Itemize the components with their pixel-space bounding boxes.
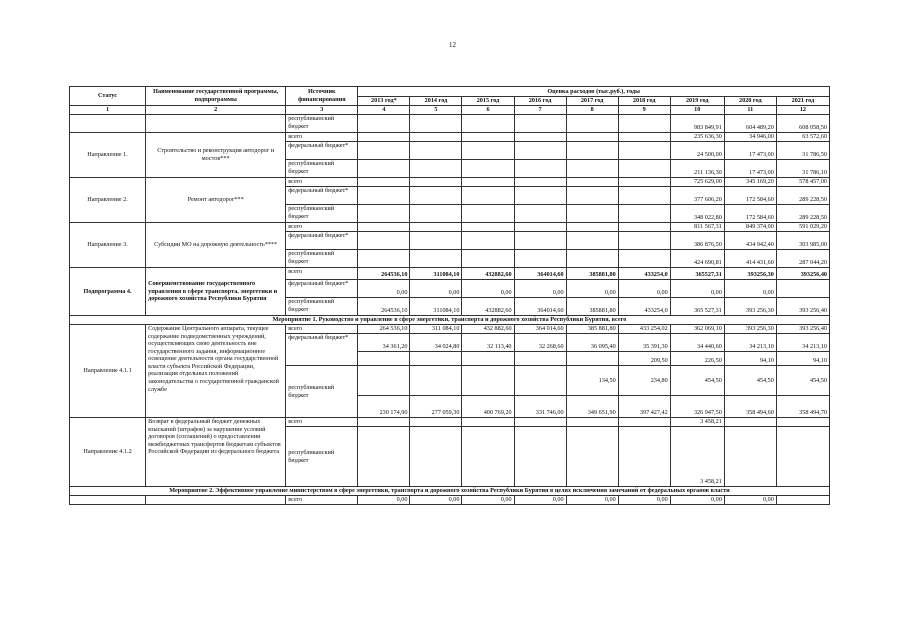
value-cell: 364 014,60 bbox=[514, 325, 566, 334]
value-cell: 3 458,21 bbox=[670, 427, 724, 487]
source-cell: федеральный бюджет* bbox=[286, 232, 358, 250]
header-year: 2017 год bbox=[566, 97, 618, 106]
value-cell: 0,00 bbox=[514, 496, 566, 505]
value-cell: 358 494,60 bbox=[724, 396, 776, 418]
value-cell: 362 069,10 bbox=[670, 325, 724, 334]
col-number: 7 bbox=[514, 106, 566, 115]
value-cell: 0,00 bbox=[410, 496, 462, 505]
source-cell: федеральный бюджет* bbox=[286, 280, 358, 298]
col-number: 6 bbox=[462, 106, 514, 115]
row-name: Совершенствование государственного управления в сфере транспорта, энергетики и дорожного хозяйства Республики Бурятия bbox=[146, 268, 286, 316]
header-estimate: Оценка расходов (тыс.руб.), годы bbox=[358, 87, 830, 97]
row-name: Содержание Центрального аппарата, текущее содержание подведомственных учреждений, осуществляющих свою деятельность вне государственного задания, информационное освещение деятельности органа государственной власти субъекта Российской Федерации, реализация отдельных положений законодательства о государственной гражданской службе bbox=[146, 325, 286, 418]
event-heading: Мероприятие 1. Руководство и управление в сфере энергетики, транспорта и дорожного хозяйства Республики Бурятия, всего bbox=[70, 316, 830, 325]
row-status: Направление 3. bbox=[70, 223, 146, 268]
header-year: 2021 год bbox=[776, 97, 829, 106]
header-name: Наименование государственной программы, подпрограммы bbox=[146, 87, 286, 106]
value-cell: 226,50 bbox=[670, 352, 724, 366]
source-cell: республиканский бюджет bbox=[286, 298, 358, 316]
value-cell: 0,00 bbox=[670, 496, 724, 505]
value-cell: 604 489,20 bbox=[724, 115, 776, 133]
value-cell: 63 572,60 bbox=[776, 133, 829, 142]
value-cell: 24 500,00 bbox=[670, 142, 724, 160]
col-number: 5 bbox=[410, 106, 462, 115]
source-cell: всего bbox=[286, 178, 358, 187]
value-cell: 331 746,00 bbox=[514, 396, 566, 418]
value-cell: 393 256,30 bbox=[724, 298, 776, 316]
value-cell: 385881,80 bbox=[566, 268, 618, 280]
value-cell: 277 059,30 bbox=[410, 396, 462, 418]
value-cell: 230 174,90 bbox=[358, 396, 410, 418]
value-cell: 34 946,00 bbox=[724, 133, 776, 142]
value-cell: 311 084,10 bbox=[410, 325, 462, 334]
value-cell: 591 029,20 bbox=[776, 223, 829, 232]
value-cell: 35 391,30 bbox=[618, 334, 670, 352]
value-cell: 433254,0 bbox=[618, 268, 670, 280]
value-cell: 311084,10 bbox=[410, 298, 462, 316]
source-cell: республиканский бюджет bbox=[286, 205, 358, 223]
value-cell: 17 473,00 bbox=[724, 142, 776, 160]
value-cell: 0,00 bbox=[670, 280, 724, 298]
value-cell: 349 651,90 bbox=[566, 396, 618, 418]
value-cell: 289 228,50 bbox=[776, 205, 829, 223]
row-name: Строительство и реконструкция автодорог и мостов*** bbox=[146, 133, 286, 178]
source-cell: республиканский бюджет bbox=[286, 160, 358, 178]
value-cell: 287 044,20 bbox=[776, 250, 829, 268]
value-cell: 264536,10 bbox=[358, 298, 410, 316]
value-cell: 0,00 bbox=[410, 280, 462, 298]
value-cell: 34 361,20 bbox=[358, 334, 410, 352]
source-cell: всего bbox=[286, 418, 358, 427]
header-year: 2020 год bbox=[724, 97, 776, 106]
event-heading: Мероприятие 2. Эффективное управление министерством в сфере энергетики, транспорта и дорожного хозяйства Республики Бурятия в целях исключения замечаний от федеральных органов власти bbox=[70, 487, 830, 496]
value-cell: 393 256,40 bbox=[776, 298, 829, 316]
header-year: 2019 год bbox=[670, 97, 724, 106]
value-cell: 433254,0 bbox=[618, 298, 670, 316]
col-number: 8 bbox=[566, 106, 618, 115]
value-cell: 400 769,20 bbox=[462, 396, 514, 418]
value-cell: 345 169,20 bbox=[724, 178, 776, 187]
value-cell: 454,50 bbox=[776, 366, 829, 396]
value-cell: 377 606,20 bbox=[670, 187, 724, 205]
value-cell: 364014,60 bbox=[514, 298, 566, 316]
value-cell: 432882,60 bbox=[462, 268, 514, 280]
source-cell: республиканский бюджет bbox=[286, 366, 358, 418]
header-year: 2016 год bbox=[514, 97, 566, 106]
row-status: Подпрограмма 4. bbox=[70, 268, 146, 316]
col-number: 10 bbox=[670, 106, 724, 115]
value-cell: 358 494,70 bbox=[776, 396, 829, 418]
value-cell: 433 254,02 bbox=[618, 325, 670, 334]
value-cell: 32 113,40 bbox=[462, 334, 514, 352]
value-cell: 0,00 bbox=[618, 280, 670, 298]
source-cell: всего bbox=[286, 325, 358, 334]
row-status: Направление 1. bbox=[70, 133, 146, 178]
value-cell: 397 427,42 bbox=[618, 396, 670, 418]
value-cell: 0,00 bbox=[724, 280, 776, 298]
row-name: Ремонт автодорог*** bbox=[146, 178, 286, 223]
value-cell: 36 095,40 bbox=[566, 334, 618, 352]
value-cell: 172 584,60 bbox=[724, 187, 776, 205]
col-number: 11 bbox=[724, 106, 776, 115]
header-year: 2013 год* bbox=[358, 97, 410, 106]
value-cell: 0,00 bbox=[724, 496, 776, 505]
value-cell: 303 985,00 bbox=[776, 232, 829, 250]
col-number: 3 bbox=[286, 106, 358, 115]
value-cell: 578 457,00 bbox=[776, 178, 829, 187]
value-cell: 17 473,00 bbox=[724, 160, 776, 178]
value-cell: 172 584,60 bbox=[724, 205, 776, 223]
value-cell: 725 629,00 bbox=[670, 178, 724, 187]
value-cell: 365 527,31 bbox=[670, 298, 724, 316]
value-cell: 211 136,30 bbox=[670, 160, 724, 178]
value-cell: 434 942,40 bbox=[724, 232, 776, 250]
value-cell: 0,00 bbox=[514, 280, 566, 298]
value-cell: 0,00 bbox=[358, 280, 410, 298]
source-cell: республиканский бюджет bbox=[286, 250, 358, 268]
source-cell: федеральный бюджет* bbox=[286, 187, 358, 205]
col-number: 2 bbox=[146, 106, 286, 115]
value-cell: 264 536,10 bbox=[358, 325, 410, 334]
value-cell: 32 268,60 bbox=[514, 334, 566, 352]
value-cell: 34 024,80 bbox=[410, 334, 462, 352]
row-name: Субсидии МО на дорожную деятельность**** bbox=[146, 223, 286, 268]
source-cell: всего bbox=[286, 133, 358, 142]
value-cell: 94,10 bbox=[776, 352, 829, 366]
value-cell: 983 849,91 bbox=[670, 115, 724, 133]
value-cell: 849 374,00 bbox=[724, 223, 776, 232]
source-cell: всего bbox=[286, 268, 358, 280]
row-status: Направление 2. bbox=[70, 178, 146, 223]
value-cell: 454,50 bbox=[724, 366, 776, 396]
value-cell: 811 567,31 bbox=[670, 223, 724, 232]
source-cell: всего bbox=[286, 223, 358, 232]
value-cell: 414 431,60 bbox=[724, 250, 776, 268]
value-cell: 34 440,60 bbox=[670, 334, 724, 352]
col-number: 9 bbox=[618, 106, 670, 115]
header-source: Источник финансирования bbox=[286, 87, 358, 106]
source-cell: республиканский бюджет bbox=[286, 115, 358, 133]
value-cell: 424 690,81 bbox=[670, 250, 724, 268]
value-cell: 3 458,21 bbox=[670, 418, 724, 427]
value-cell: 0,00 bbox=[566, 496, 618, 505]
value-cell: 31 786,10 bbox=[776, 160, 829, 178]
value-cell: 326 947,50 bbox=[670, 396, 724, 418]
col-number: 4 bbox=[358, 106, 410, 115]
value-cell: 348 022,80 bbox=[670, 205, 724, 223]
value-cell: 311084,10 bbox=[410, 268, 462, 280]
row-status: Направление 4.1.2 bbox=[70, 418, 146, 487]
value-cell: 0,00 bbox=[462, 280, 514, 298]
value-cell: 34 213,10 bbox=[776, 334, 829, 352]
budget-table bbox=[69, 86, 830, 505]
value-cell: 264536,10 bbox=[358, 268, 410, 280]
value-cell: 235 636,30 bbox=[670, 133, 724, 142]
value-cell: 234,80 bbox=[618, 366, 670, 396]
source-cell: федеральный бюджет* bbox=[286, 334, 358, 366]
value-cell: 0,00 bbox=[462, 496, 514, 505]
value-cell: 393 256,40 bbox=[776, 325, 829, 334]
value-cell: 0,00 bbox=[358, 496, 410, 505]
value-cell: 385881,80 bbox=[566, 298, 618, 316]
value-cell: 393 256,30 bbox=[724, 325, 776, 334]
row-name: Возврат в федеральный бюджет денежных взысканий (штрафов) за нарушение условий договоров (соглашений) о предоставлении межбюджетных трансфертов бюджетам субъектов Российской Федерации из федерального бюджета bbox=[146, 418, 286, 487]
value-cell: 289 228,50 bbox=[776, 187, 829, 205]
value-cell: 393256,40 bbox=[776, 268, 829, 280]
value-cell: 432882,60 bbox=[462, 298, 514, 316]
value-cell: 608 058,50 bbox=[776, 115, 829, 133]
value-cell: 454,50 bbox=[670, 366, 724, 396]
source-cell: всего bbox=[286, 496, 358, 505]
value-cell: 34 213,10 bbox=[724, 334, 776, 352]
value-cell: 0,00 bbox=[566, 280, 618, 298]
page-number: 12 bbox=[449, 41, 456, 49]
source-cell: республиканский бюджет bbox=[286, 427, 358, 487]
header-year: 2018 год bbox=[618, 97, 670, 106]
value-cell: 31 786,50 bbox=[776, 142, 829, 160]
value-cell: 432 882,60 bbox=[462, 325, 514, 334]
value-cell: 393256,30 bbox=[724, 268, 776, 280]
value-cell: 94,10 bbox=[724, 352, 776, 366]
col-number: 12 bbox=[776, 106, 829, 115]
value-cell: 0,00 bbox=[618, 496, 670, 505]
header-year: 2015 год bbox=[462, 97, 514, 106]
header-status: Статус bbox=[70, 87, 146, 106]
value-cell: 364014,60 bbox=[514, 268, 566, 280]
header-year: 2014 год bbox=[410, 97, 462, 106]
row-status: Направление 4.1.1 bbox=[70, 325, 146, 418]
source-cell: федеральный бюджет* bbox=[286, 142, 358, 160]
value-cell: 209,50 bbox=[618, 352, 670, 366]
col-number: 1 bbox=[70, 106, 146, 115]
value-cell: 365527,31 bbox=[670, 268, 724, 280]
value-cell: 134,50 bbox=[566, 366, 618, 396]
value-cell: 386 876,50 bbox=[670, 232, 724, 250]
value-cell: 385 881,80 bbox=[566, 325, 618, 334]
